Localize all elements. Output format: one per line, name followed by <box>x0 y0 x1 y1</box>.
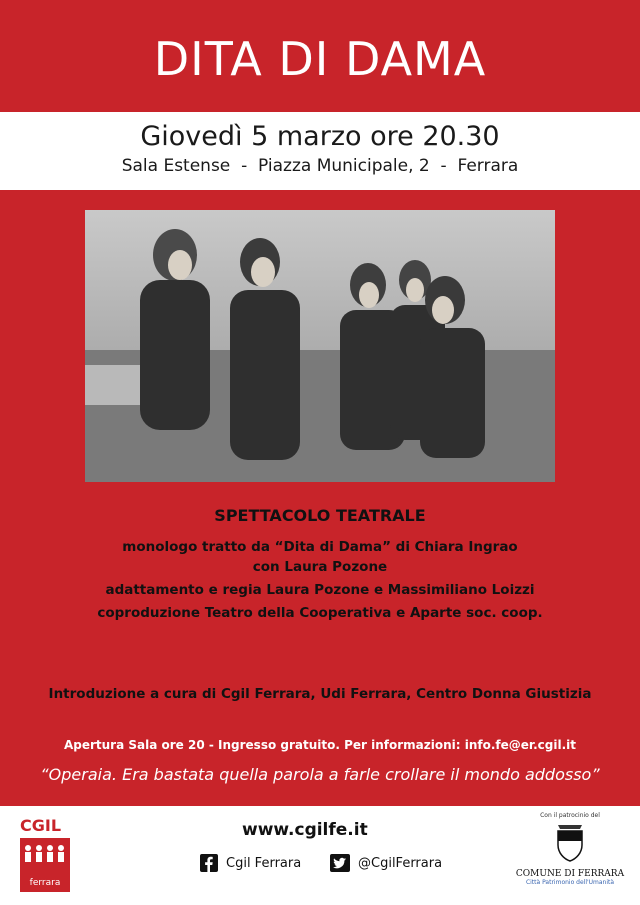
cgil-logo-sub: ferrara <box>29 878 61 888</box>
event-title: DITA DI DAMA <box>153 32 487 86</box>
show-type: SPETTACOLO TEATRALE <box>214 506 426 525</box>
cgil-logo-box <box>20 838 70 892</box>
comune-subtitle: Città Patrimonio dell'Umanità <box>525 879 615 886</box>
coat-of-arms-icon <box>550 819 590 863</box>
opening-info: Apertura Sala ore 20 - Ingresso gratuito. Per informazioni: info.fe@er.cgil.it <box>63 738 577 752</box>
facebook-link[interactable] <box>200 854 301 872</box>
women-group-photo <box>85 210 555 482</box>
cgil-logo <box>20 816 70 896</box>
title-band <box>0 0 640 112</box>
website-link[interactable]: www.cgilfe.it <box>242 820 368 840</box>
comune-name: COMUNE DI FERRARA <box>515 869 625 879</box>
quote: “Operaia. Era bastata quella parola a farle crollare il mondo addosso” <box>40 765 600 784</box>
event-venue: Sala Estense - Piazza Municipale, 2 - Ferrara <box>121 156 519 176</box>
twitter-link[interactable] <box>330 854 442 872</box>
date-band <box>0 112 640 190</box>
cgil-logo-text: CGIL <box>20 816 62 835</box>
introduction: Introduzione a cura di Cgil Ferrara, Udi Ferrara, Centro Donna Giustizia <box>48 686 592 702</box>
event-photo <box>85 210 555 482</box>
event-date: Giovedì 5 marzo ore 20.30 <box>140 121 500 152</box>
credit-line: coproduzione Teatro della Cooperativa e Aparte soc. coop. <box>97 605 543 621</box>
credit-line: adattamento e regia Laura Pozone e Massimiliano Loizzi <box>105 582 535 598</box>
patronage-label: Con il patrocinio del <box>540 812 600 819</box>
credit-line: con Laura Pozone <box>252 559 388 575</box>
twitter-icon <box>330 854 350 872</box>
people-icon <box>20 838 70 868</box>
twitter-label: @CgilFerrara <box>358 855 443 871</box>
comune-logo <box>510 812 630 886</box>
credit-line: monologo tratto da “Dita di Dama” di Chiara Ingrao <box>122 539 518 555</box>
show-credits <box>0 537 640 623</box>
footer <box>0 806 640 905</box>
facebook-label: Cgil Ferrara <box>226 855 302 871</box>
facebook-icon <box>200 854 218 872</box>
